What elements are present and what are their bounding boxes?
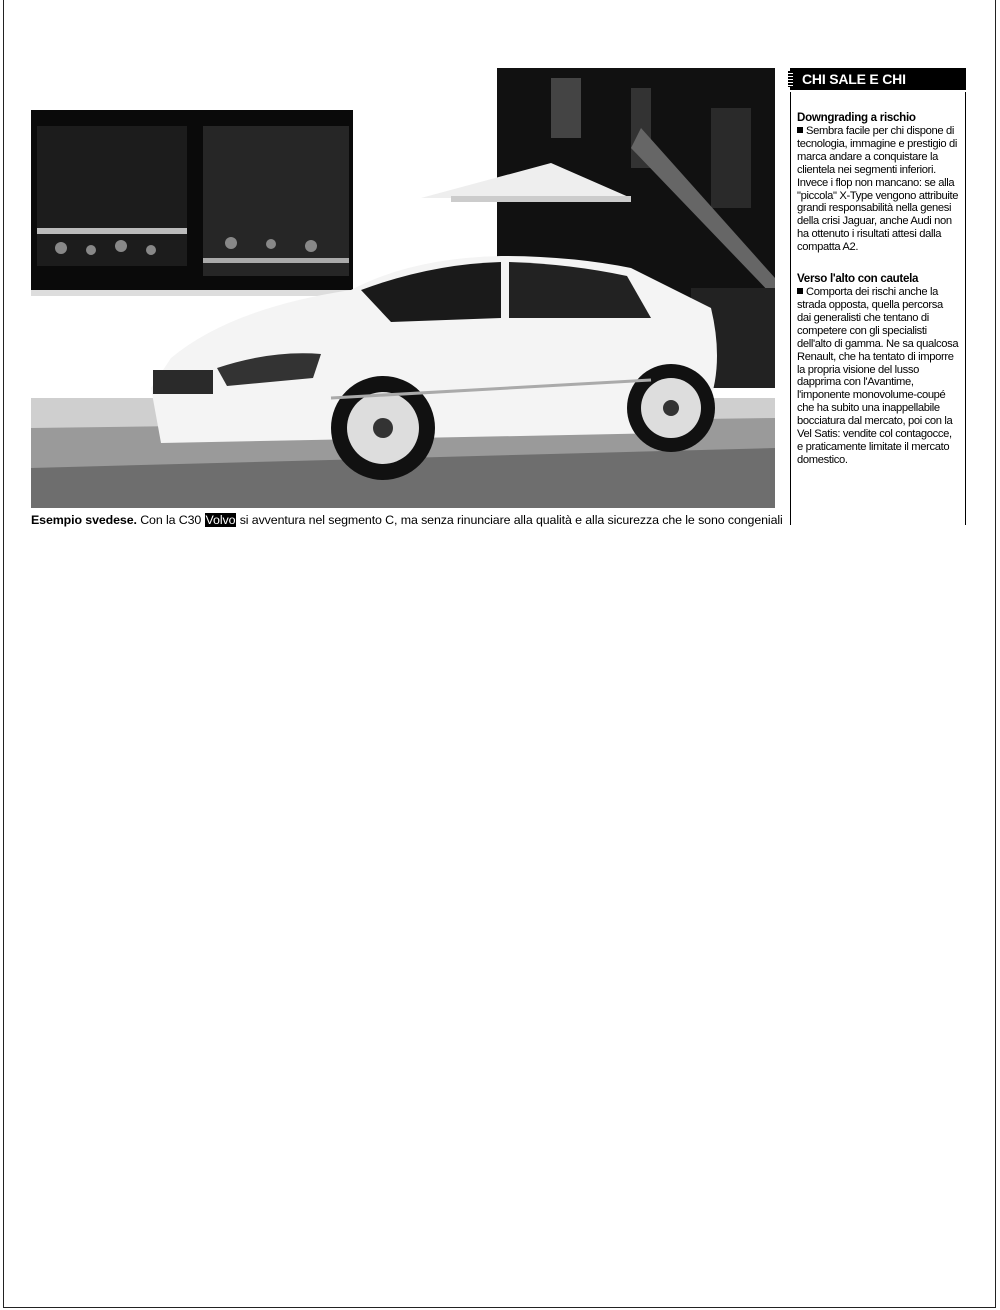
sidebar-header (790, 68, 966, 109)
sidebar-body (790, 92, 966, 525)
section-title: Downgrading a rischio (797, 111, 916, 124)
section-title: Verso l'alto con cautela (797, 272, 919, 286)
sidebar-box (788, 68, 966, 525)
car-photo-graphic (31, 68, 775, 508)
section-text (797, 125, 959, 254)
caption-text-before: Con la C30 (136, 513, 205, 527)
caption-lead: Esempio svedese. (31, 513, 137, 527)
car-photo (31, 68, 775, 508)
sidebar-header-text: CHI SALE E CHI SCENDE (802, 71, 906, 109)
header-bars-icon (788, 71, 793, 87)
bullet-square-icon (797, 127, 803, 133)
section-text-content: Comporta dei rischi anche la strada opposta, quella percorsa dai generalisti che tentano di competere con gli specialisti dell'alto di gamma. Ne sa qualcosa Renault, che ha tentato di imporre la propria visione del lusso dapprima con l'Avantime, l'imponente monovolume-coupé che ha subito una inappellabile bocciatura dal mercato, poi con la Vel Satis: vendite col contagocce, e praticamente limitate il mercato domestico. (797, 286, 959, 466)
section-text (797, 286, 959, 467)
caption-brand: Volvo (205, 513, 236, 527)
bullet-square-icon (797, 288, 803, 294)
caption-text-after: si avventura nel segmento C, ma senza rinunciare alla qualità e alla sicurezza che le sono congeniali (236, 513, 783, 527)
photo-caption (31, 512, 791, 528)
section-text-content: Sembra facile per chi dispone di tecnologia, immagine e prestigio di marca andare a conquistare la clientela nei segmenti inferiori. Invece i flop non mancano: se alla "piccola" X-Type vengono attribuite grandi responsabilità nella genesi della crisi Jaguar, anche Audi non ha ottenuto i risultati attesi dalla compatta A2. (797, 125, 959, 254)
